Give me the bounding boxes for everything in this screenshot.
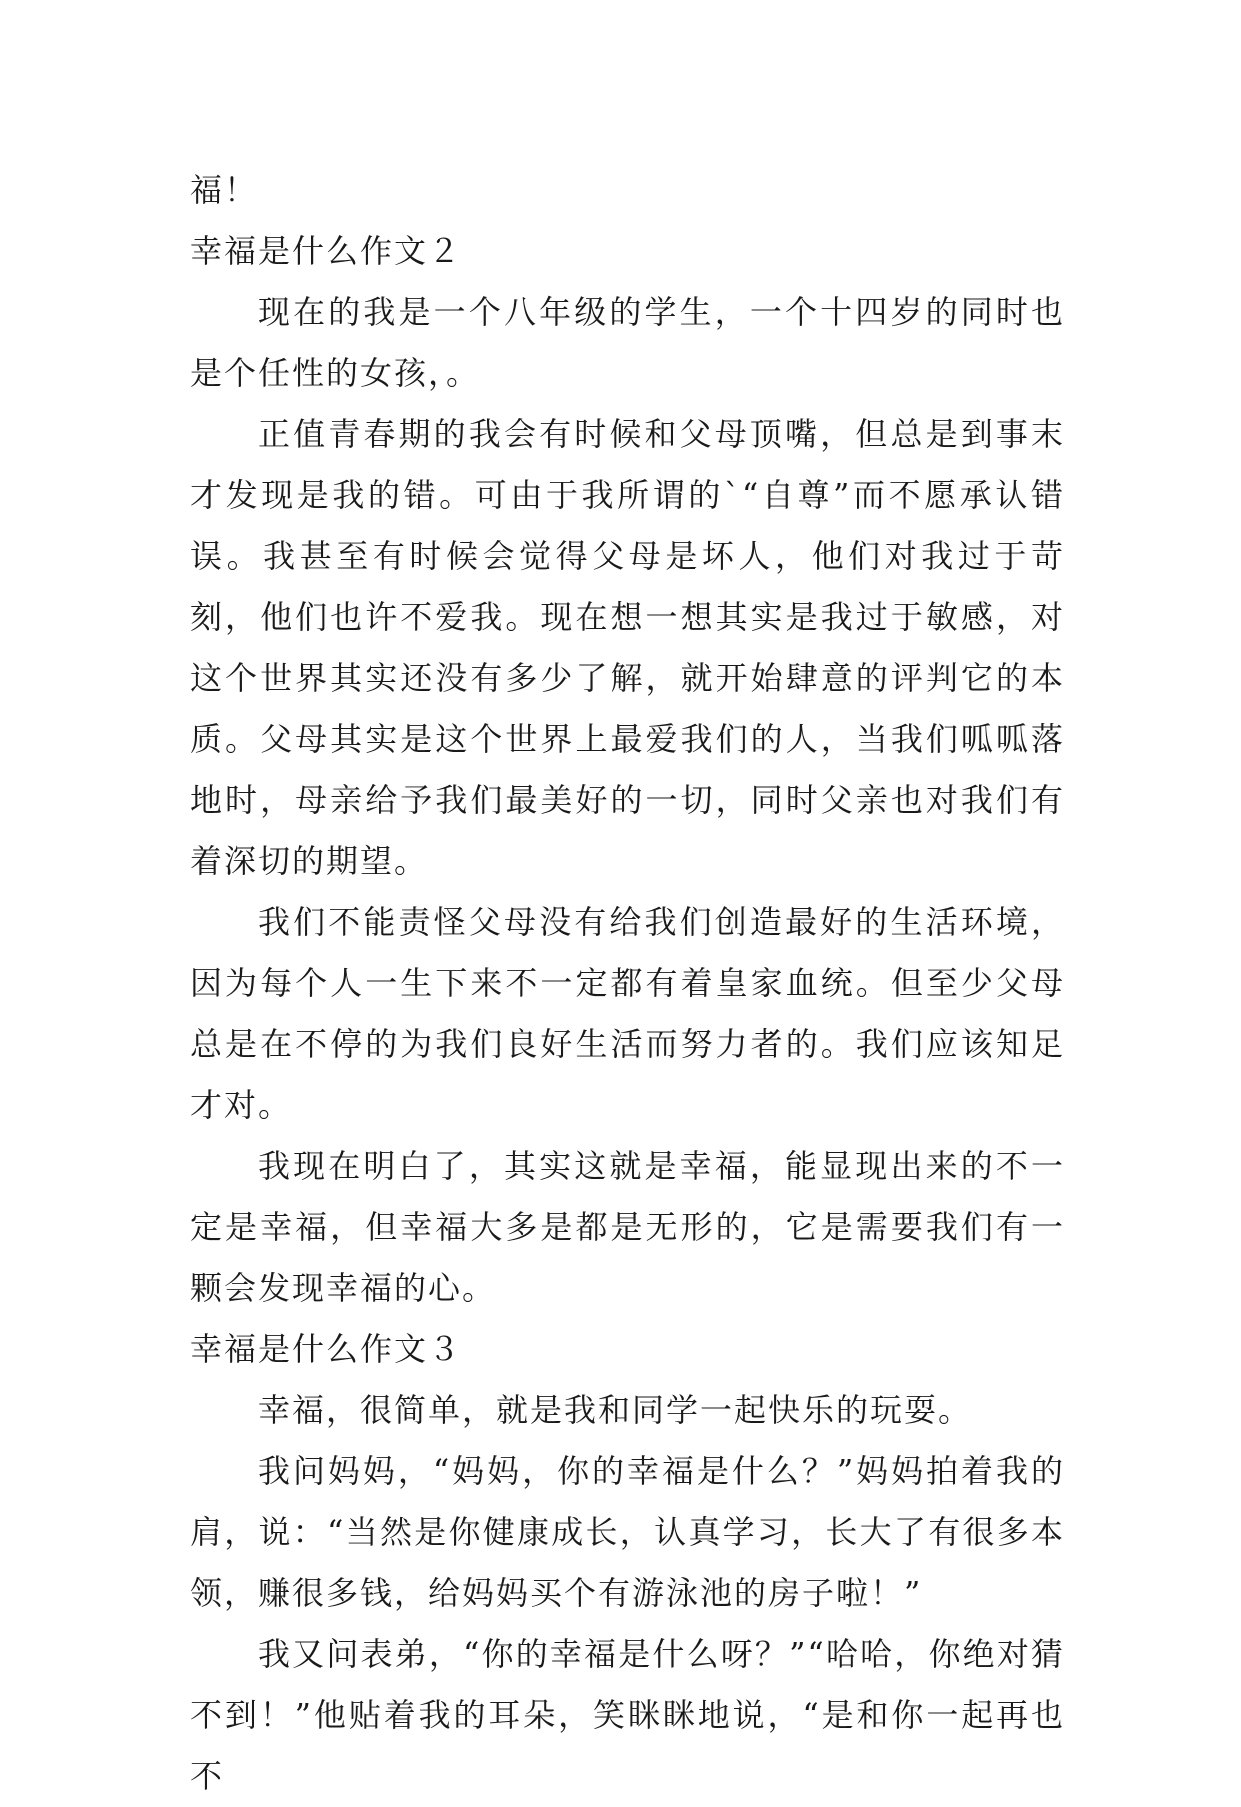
- paragraph: 我们不能责怪父母没有给我们创造最好的生活环境，因为每个人一生下来不一定都有着皇家血统。但至少父母总是在不停的为我们良好生活而努力者的。我们应该知足才对。: [190, 903, 1065, 1124]
- essay-heading-3: 幸福是什么作文３: [190, 1330, 463, 1368]
- paragraph: 我现在明白了，其实这就是幸福，能显现出来的不一定是幸福，但幸福大多是都是无形的，它是需要我们有一颗会发现幸福的心。: [190, 1147, 1065, 1307]
- text-line-fu: 福！: [190, 171, 259, 209]
- paragraph: 幸福，很简单，就是我和同学一起快乐的玩耍。: [258, 1391, 973, 1429]
- paragraph: 正值青春期的我会有时候和父母顶嘴，但总是到事末才发现是我的错。可由于我所谓的`“自尊”而不愿承认错误。我甚至有时候会觉得父母是坏人，他们对我过于苛刻，他们也许不爱我。现在想一想其实是我过于敏感，对这个世界其实还没有多少了解，就开始肆意的评判它的本质。父母其实是这个世界上最爱我们的人，当我们呱呱落地时，母亲给予我们最美好的一切，同时父亲也对我们有着深切的期望。: [190, 415, 1065, 880]
- paragraph: 我又问表弟，“你的幸福是什么呀？”“哈哈，你绝对猜不到！”他贴着我的耳朵，笑眯眯地说，“是和你一起再也不: [190, 1635, 1065, 1795]
- paragraph: 现在的我是一个八年级的学生，一个十四岁的同时也是个任性的女孩，。: [190, 293, 1065, 392]
- essay-heading-2: 幸福是什么作文２: [190, 232, 463, 270]
- paragraph: 我问妈妈，“妈妈，你的幸福是什么？”妈妈拍着我的肩，说：“当然是你健康成长，认真学习，长大了有很多本领，赚很多钱，给妈妈买个有游泳池的房子啦！”: [190, 1452, 1065, 1612]
- document-page: [190, 160, 1065, 1807]
